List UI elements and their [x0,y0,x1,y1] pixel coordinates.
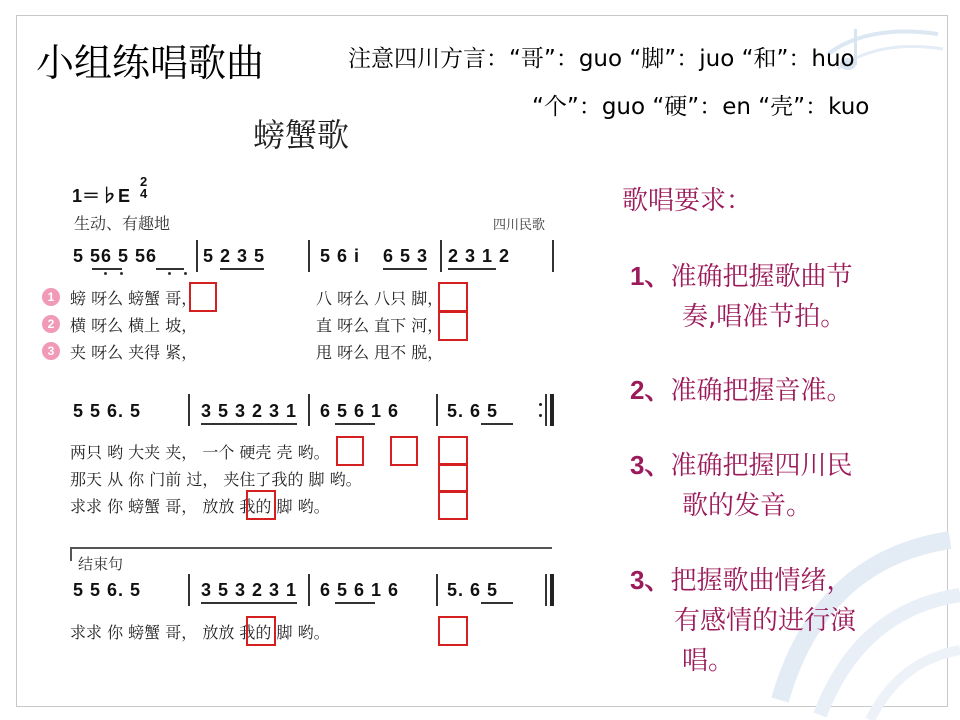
dialect-highlight-box [246,616,276,646]
octave-dot [104,272,107,275]
barline [552,240,554,272]
barline [308,394,310,426]
beam-line [201,423,297,425]
measure-3: 5 6 i [320,246,361,266]
repeat-barline-thick [550,394,554,426]
barline [196,240,198,272]
lyric-verse-1-right: 八 呀么 八只 脚， [316,289,444,308]
requirement-number: 1、 [630,261,671,291]
octave-dot [184,272,187,275]
measure-1: 5 56 5 56 [73,246,158,266]
barline [308,574,310,606]
requirement-item-4 [630,560,856,681]
ending-lyric: 求求 你 螃蟹 哥， 放放 我的 脚 哟。 [70,623,330,642]
dialect-highlight-box [336,436,364,466]
dialect-note-line-1: 注意四川方言：“哥”：guo “脚”：juo “和”：huo [348,46,855,72]
beam-line [201,602,297,604]
barline [188,574,190,606]
barline [436,574,438,606]
ending-measure-3: 6 5 6 1 6 [320,580,400,600]
final-barline [545,574,547,606]
lyric-line-2: 那天 从 你 门前 过， 夹住了我的 脚 哟。 [70,470,362,489]
requirement-line: 准确把握音准。 [670,376,853,406]
requirement-line: 有感情的进行演 [674,606,857,636]
lyric-verse-2-left: 横 呀么 横上 坡， [70,316,198,335]
dialect-highlight-box [438,311,468,341]
dialect-highlight-box [438,490,468,520]
dialect-highlight-box [390,436,418,466]
measure-6: 5 5 6. 5 [73,401,142,421]
requirement-number: 3、 [630,565,671,595]
time-signature [140,176,147,200]
ending-bracket [70,547,552,549]
requirement-line: 把握歌曲情绪， [670,566,853,596]
octave-dot [120,272,123,275]
requirement-line: 准确把握歌曲节 [670,262,853,292]
measure-8: 6 5 6 1 6 [320,401,400,421]
dialect-note-line-2: “个”：guo “硬”：en “壳”：kuo [532,94,870,120]
ending-bracket-tick [70,547,72,561]
lyric-line-1: 两只 哟 大夹 夹， 一个 硬壳 壳 哟。 [70,443,330,462]
dialect-highlight-box [438,616,468,646]
beam-line [481,602,513,604]
key-signature: 1＝♭E [72,186,131,206]
beam-line [156,268,184,270]
barline [440,240,442,272]
time-signature-bottom: 4 [140,186,148,201]
requirement-line: 奏,唱准节拍。 [682,302,847,332]
tempo-marking: 生动、有趣地 [74,214,171,233]
song-title: 螃蟹歌 [253,116,350,154]
requirements-title: 歌唱要求： [622,186,753,216]
beam-line [448,268,496,270]
dialect-highlight-box [246,490,276,520]
page-title: 小组练唱歌曲 [36,41,265,85]
measure-4: 6 5 3 [383,246,429,266]
requirement-line: 唱。 [682,646,735,676]
requirement-item-2 [630,370,852,411]
requirement-line: 歌的发音。 [682,491,813,521]
requirement-line: 准确把握四川民 [670,451,853,481]
requirement-item-1 [630,256,852,337]
dialect-highlight-box [189,282,217,312]
verse-number-badge: 2 [42,315,60,333]
verse-number-badge: 3 [42,342,60,360]
dialect-highlight-box [438,463,468,493]
beam-line [335,602,375,604]
dialect-highlight-box [438,282,468,312]
measure-9: 5. 6 5 [447,401,499,421]
measure-2: 5 2 3 5 [203,246,266,266]
ending-measure-2: 3 5 3 2 3 1 [201,580,298,600]
barline [188,394,190,426]
beam-line [481,423,513,425]
repeat-dot [539,403,542,406]
measure-5: 2 3 1 2 [448,246,511,266]
repeat-barline [545,394,547,426]
measure-7: 3 5 3 2 3 1 [201,401,298,421]
song-origin: 四川民歌 [493,218,546,233]
lyric-verse-2-right: 直 呀么 直下 河， [316,316,444,335]
ending-measure-1: 5 5 6. 5 [73,580,142,600]
final-barline-thick [550,574,554,606]
requirement-number: 2、 [630,375,671,405]
beam-line [92,268,122,270]
beam-line [335,423,375,425]
ending-measure-4: 5. 6 5 [447,580,499,600]
beam-line [220,268,264,270]
repeat-dot [539,414,542,417]
time-signature-top: 2 [140,174,148,189]
lyric-verse-1-left: 螃 呀么 螃蟹 哥， [70,289,198,308]
barline [308,240,310,272]
beam-line [383,268,427,270]
dialect-highlight-box [438,436,468,466]
lyric-verse-3-left: 夹 呀么 夹得 紧， [70,343,198,362]
verse-number-badge: 1 [42,288,60,306]
octave-dot [168,272,171,275]
lyric-verse-3-right: 甩 呀么 甩不 脱， [316,343,444,362]
requirement-item-3 [630,445,852,526]
ending-label: 结束句 [78,555,124,573]
barline [436,394,438,426]
lyric-line-3: 求求 你 螃蟹 哥， 放放 我的 脚 哟。 [70,497,330,516]
requirement-number: 3、 [630,450,671,480]
